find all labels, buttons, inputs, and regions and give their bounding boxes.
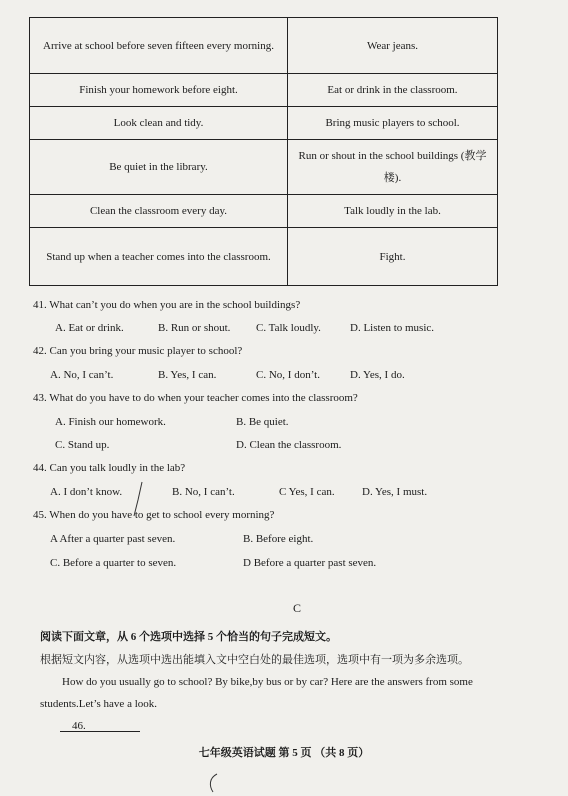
q42-option-a: A. No, I can’t. — [50, 369, 114, 381]
rule-dont: Wear jeans. — [288, 18, 498, 74]
rules-row — [30, 107, 498, 140]
rule-dont: Run or shout in the school buildings (教学楼). — [288, 140, 498, 195]
question-44: 44. Can you talk loudly in the lab? — [33, 462, 186, 474]
q41-option-d: D. Listen to music. — [350, 322, 435, 334]
section-title: 阅读下面文章，从 6 个选项中选择 5 个恰当的句子完成短文。 — [40, 631, 337, 643]
rule-do: Arrive at school before seven fifteen every morning. — [30, 18, 288, 74]
blank-46-label: 46. — [72, 720, 86, 732]
q44-option-c: C Yes, I can. — [279, 486, 335, 498]
question-43: 43. What do you have to do when your teacher comes into the classroom? — [33, 392, 358, 404]
q41-option-c: C. Talk loudly. — [256, 322, 321, 334]
rule-dont: Talk loudly in the lab. — [288, 195, 498, 228]
section-letter: C — [293, 601, 302, 615]
rule-dont: Fight. — [288, 228, 498, 286]
pen-mark-stroke — [128, 480, 158, 520]
q44-option-b: B. No, I can’t. — [172, 486, 235, 498]
q42-option-d: D. Yes, I do. — [350, 369, 405, 381]
rule-do: Be quiet in the library. — [30, 140, 288, 195]
rules-row — [30, 140, 498, 195]
q43-option-d: D. Clean the classroom. — [236, 439, 342, 451]
rule-do: Finish your homework before eight. — [30, 74, 288, 107]
rules-row — [30, 195, 498, 228]
q44-option-a: A. I don’t know. — [50, 486, 123, 498]
q43-option-a: A. Finish our homework. — [55, 416, 166, 428]
reading-paragraph: How do you usually go to school? By bike,by bus or by car? Here are the answers from some students.Let’s have a look. — [40, 676, 473, 710]
pen-mark-hook — [205, 772, 225, 794]
q42-option-b: B. Yes, I can. — [158, 369, 217, 381]
section-instruction: 根据短文内容，从选项中选出能填入文中空白处的最佳选项，选项中有一项为多余选项。 — [40, 654, 469, 666]
rule-do: Stand up when a teacher comes into the classroom. — [30, 228, 288, 286]
rule-do: Look clean and tidy. — [30, 107, 288, 140]
rule-dont: Bring music players to school. — [288, 107, 498, 140]
q43-option-c: C. Stand up. — [55, 439, 110, 451]
rules-table — [29, 17, 498, 286]
rules-row — [30, 228, 498, 286]
rules-row — [30, 74, 498, 107]
question-42: 42. Can you bring your music player to school? — [33, 345, 243, 357]
q42-option-c: C. No, I don’t. — [256, 369, 320, 381]
blank-46-line — [60, 731, 140, 732]
q45-option-c: C. Before a quarter to seven. — [50, 557, 177, 569]
q41-option-b: B. Run or shout. — [158, 322, 231, 334]
q44-option-d: D. Yes, I must. — [362, 486, 428, 498]
q43-option-b: B. Be quiet. — [236, 416, 289, 428]
q45-option-b: B. Before eight. — [243, 533, 314, 545]
rule-do: Clean the classroom every day. — [30, 195, 288, 228]
q45-option-d: D Before a quarter past seven. — [243, 557, 377, 569]
question-41: 41. What can’t you do when you are in the school buildings? — [33, 299, 301, 311]
q41-option-a: A. Eat or drink. — [55, 322, 124, 334]
page-footer: 七年级英语试题 第 5 页 （共 8 页） — [198, 747, 370, 759]
rules-row — [30, 18, 498, 74]
q45-option-a: A After a quarter past seven. — [50, 533, 176, 545]
question-45: 45. When do you have to get to school every morning? — [33, 509, 275, 521]
rule-dont: Eat or drink in the classroom. — [288, 74, 498, 107]
